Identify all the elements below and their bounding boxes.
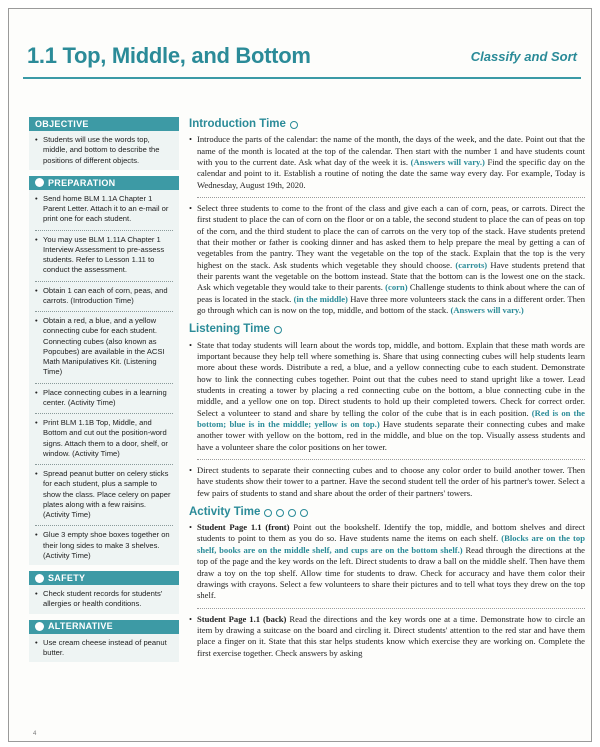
alternative-heading <box>29 620 179 634</box>
objective-body <box>29 131 179 170</box>
activity-heading <box>189 505 585 520</box>
listening-ear-icon <box>290 121 298 129</box>
preparation-item: • Obtain a red, a blue, and a yellow connecting cube for each student. Connecting cubes (also known as Popcubes) are available in the ACSI Math Manipulatives Kit. (Listening Time) <box>35 316 173 378</box>
preparation-item: • Spread peanut butter on celery sticks for each student, plus a sample to show the class. Place celery on paper plates along with a few raisins. (Activity Time) <box>35 469 173 520</box>
preparation-item: • Obtain 1 can each of corn, peas, and carrots. (Introduction Time) <box>35 286 173 307</box>
pencil-icon <box>288 509 296 517</box>
activity-paragraph: • Student Page 1.1 (front) Point out the bookshelf. Identify the top, middle, and bottom shelves and direct students to point to them as you do so. Have students name the items on each shelf. (Blocks are on the top shelf, books are on the middle shelf, and cups are on the bottom shelf.) Read through the directions at the top of the page and the key words on the left. Direct students to draw a ball on the middle shelf. Then have them draw a toy on the top shelf. Allow time for students to draw. Check for accuracy and have them color their drawings with crayons. Select a few volunteers to share their pictures and to tell what toys they drew on the top shelf. <box>189 522 585 601</box>
objective-heading-label: OBJECTIVE <box>35 118 89 129</box>
sidebar <box>29 117 179 737</box>
listening-paragraph: • State that today students will learn about the words top, middle, and bottom. Explain that these math words are important because they help tell where something is. Share that using connecting cubes will help students learn more about these words. Distribute a red, a blue, and a yellow connecting cube to each student. Demonstrate how to link the connecting cubes together. Point out that the cubes need to stand upright like a tower. Lead students in creating a tower by placing a red connecting cube on the bottom, a blue connecting cube in the middle, and a yellow one on top. Direct students to hold up their completed towers. Check for correct order. Select a volunteer to stand and share by telling the color of the cube that is in each position. (Red is on the bottom; blue is in the middle; yellow is on top.) Have students separate their connecting cubes and make another tower with yellow on the bottom, red in the middle, and blue on the top. Visually assess students and have a volunteer share the color positions on her tower. <box>189 340 585 453</box>
introduction-paragraph: • Introduce the parts of the calendar: the name of the month, the days of the week, and the date. Point out that the name of the month is located at the top of the calendar. Then start with the number 1 and have students count with you to the current date. Ask what day of the week it is. (Answers will vary.) Find the specific day on the calendar and point to it. Establish a routine of noting the date the same way every day. For example, Today is Wednesday, August 19th, 2020. <box>189 134 585 191</box>
page-subtitle: Classify and Sort <box>470 49 577 64</box>
alternative-icon <box>35 622 44 631</box>
main-content <box>189 117 585 733</box>
objective-item: • Students will use the words top, middle, and bottom to describe the positions of different objects. <box>35 135 173 166</box>
preparation-item: • You may use BLM 1.11A Chapter 1 Interview Assessment to pre-assess students. Refer to Lesson 1.11 to conduct the assessment. <box>35 235 173 276</box>
group-icon <box>276 509 284 517</box>
preparation-icon <box>35 178 44 187</box>
preparation-item: • Send home BLM 1.1A Chapter 1 Parent Letter. Attach it to an e-mail or print one for each student. <box>35 194 173 225</box>
page-title: 1.1 Top, Middle, and Bottom <box>27 43 311 68</box>
objective-heading <box>29 117 179 131</box>
safety-item: • Check student records for students' allergies or health conditions. <box>35 589 173 610</box>
preparation-heading <box>29 176 179 190</box>
preparation-heading-label: PREPARATION <box>48 177 116 188</box>
preparation-item: • Print BLM 1.1B Top, Middle, and Bottom and cut out the position-word signs. Attach them to a door, shelf, or window. (Activity Time) <box>35 418 173 459</box>
alternative-heading-label: ALTERNATIVE <box>48 621 113 632</box>
preparation-item: • Glue 3 empty shoe boxes together on their long sides to make 3 shelves. (Activity Time) <box>35 530 173 561</box>
hand-icon <box>264 509 272 517</box>
listening-paragraph: • Direct students to separate their connecting cubes and to choose any color order to build another tower. Then have students show their tower to a partner. Have the second student tell the order of his partner's tower. Select a few pairs of students to stand and share about the order of their partners' towers. <box>189 465 585 499</box>
page-number: 4 <box>33 731 37 737</box>
worksheet-page <box>8 8 592 742</box>
safety-body <box>29 585 179 614</box>
plus-icon <box>300 509 308 517</box>
safety-heading <box>29 571 179 585</box>
listening-heading-label: Listening Time <box>189 323 270 336</box>
preparation-item: • Place connecting cubes in a learning center. (Activity Time) <box>35 388 173 409</box>
preparation-body <box>29 190 179 565</box>
listening-ear-icon <box>274 326 282 334</box>
introduction-paragraph: • Select three students to come to the front of the class and give each a can of corn, peas, or carrots. Direct the first student to place the can of corn on the floor or on a table, the second student to place the can of peas on top of the corn, and the third student to place the can of carrots on the very top of the stack. Have students pretend that their mother or father is cooking dinner and has asked them to help prepare the meal by getting a can of vegetables from the pantry. They want the vegetable on the top of the stack. Explain that the top is the very highest on the stack. Ask students which vegetable they should choose. (carrots) Have students pretend that their parents want the vegetable on the bottom instead. State that the bottom can is the lowest one on the stack. Ask which vegetable they would take to their parents. (corn) Challenge students to think about where the can of peas is located in the stack. (in the middle) Have three more volunteers stack the cans in a different order. Then go through which can is now on the top, middle, and bottom of the stack. (Answers will vary.) <box>189 203 585 316</box>
activity-paragraph: • Student Page 1.1 (back) Read the directions and the key words one at a time. Demonstrate how to circle an item by drawing a suitcase on the board and circling it. Direct students' attention to the red star and have them place a finger on it. State that this star helps students know which exercise they are working on. Complete the first exercise together. Check answers by asking <box>189 614 585 659</box>
alternative-item: • Use cream cheese instead of peanut butter. <box>35 638 173 659</box>
title-bar <box>23 39 581 79</box>
safety-heading-label: SAFETY <box>48 572 86 583</box>
activity-heading-label: Activity Time <box>189 505 261 518</box>
introduction-heading-label: Introduction Time <box>189 118 286 130</box>
introduction-heading <box>189 117 585 132</box>
listening-heading <box>189 322 585 337</box>
safety-icon <box>35 574 44 583</box>
alternative-body <box>29 634 179 663</box>
